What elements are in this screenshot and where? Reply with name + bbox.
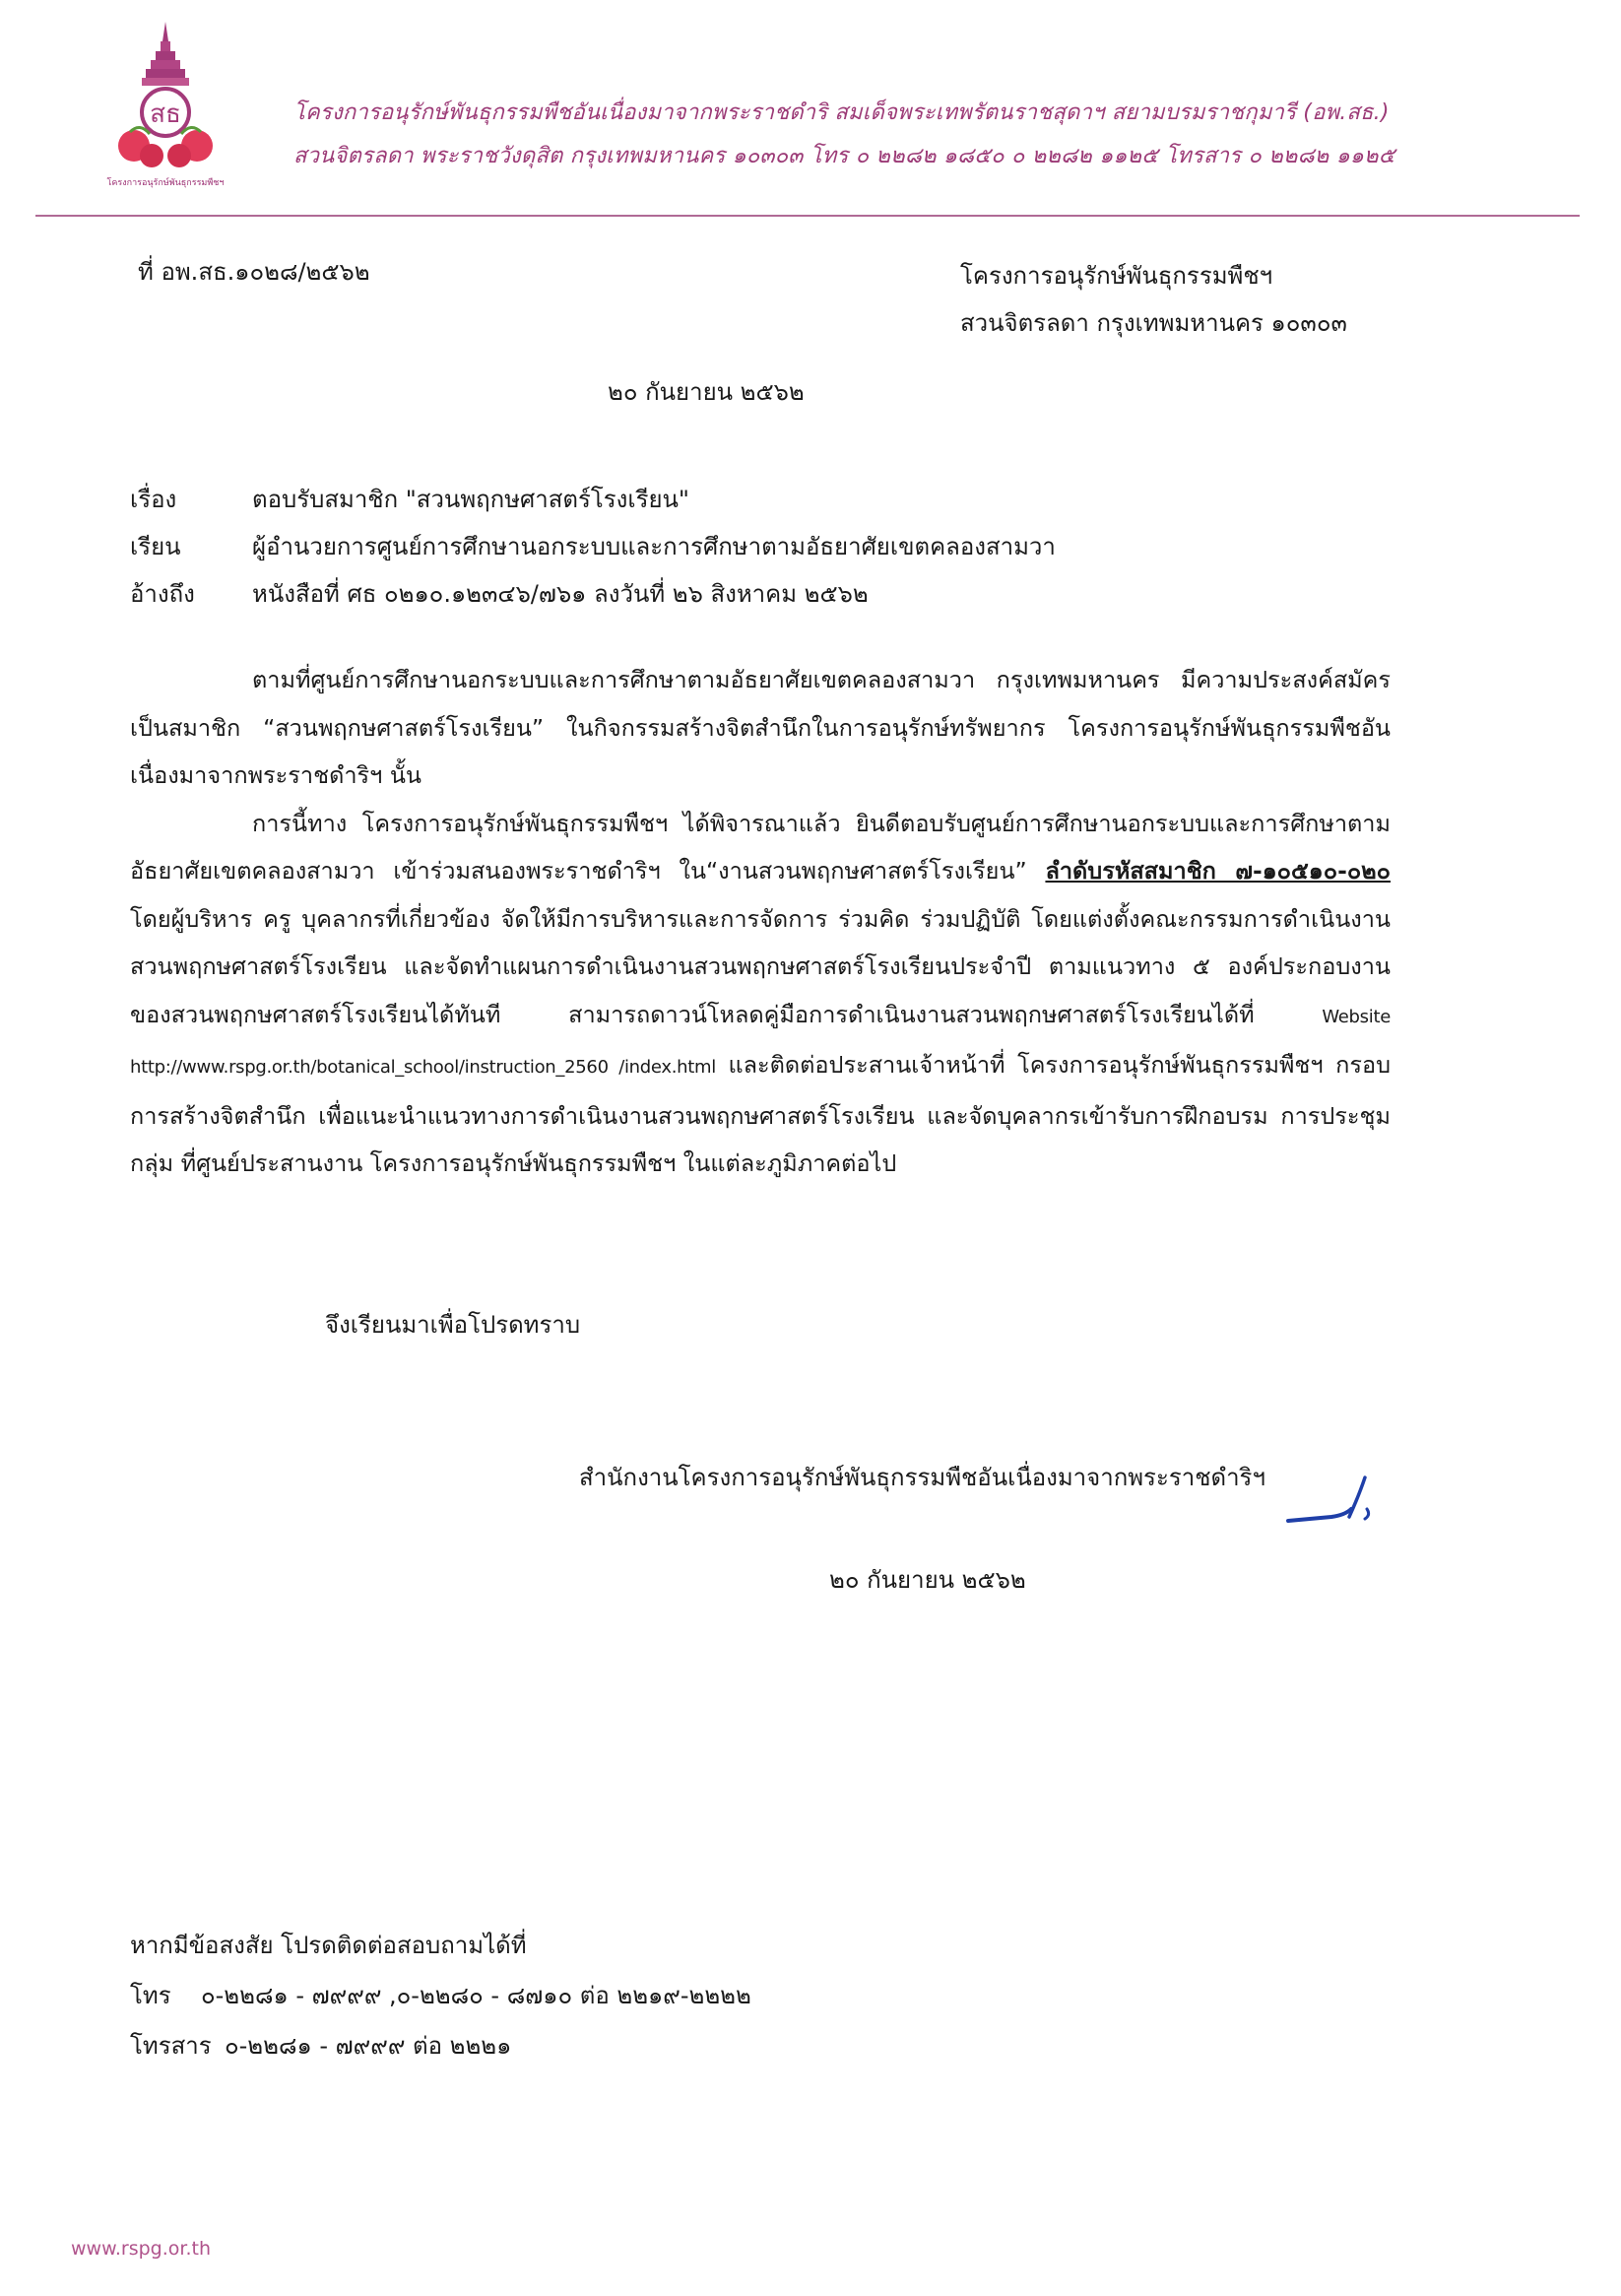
acceptance-details: โดยผู้บริหาร ครู บุคลากรที่เกี่ยวข้อง จัดให้มีการบริหารและการจัดการ ร่วมคิด ร่วมปฏิบัติ โดยแต่งตั้งคณะกรรมการดำเนินงานสวนพฤกษศาสตร์โรงเรียน และจัดทำแผนการดำเนินงานสวนพฤกษศาสตร์โรงเรียนประจำปี ตามแนวทาง ๕ องค์ประกอบงานของสวนพฤกษศาสตร์โรงเรียนได้ทันที สามารถดาวน์โหลดคู่มือการดำเนินงานสวนพฤกษศาสตร์โรงเรียนได้ที่ [130,904,1391,1028]
letter-date: ๒๐ กันยายน ๒๕๖๒ [608,378,805,406]
fax-number: ๐-๒๒๘๑ - ๗๙๙๙ ต่อ ๒๒๒๑ [225,2032,512,2060]
reference-value: หนังสือที่ ศธ ๐๒๑๐.๑๒๓๔๖/๗๖๑ ลงวันที่ ๒๖ สิงหาคม ๒๕๖๒ [252,579,869,608]
manual-website-link[interactable]: Website http://www.rspg.or.th/botanical_school/instruction_2560 /index.html [130,1006,1391,1078]
reference-label: อ้างถึง [130,579,195,608]
sender-address: สวนจิตรลดา กรุงเทพมหานคร ๑๐๓๐๓ [960,309,1347,337]
subject-label: เรื่อง [130,485,177,513]
subject-value: ตอบรับสมาชิก "สวนพฤกษศาสตร์โรงเรียน" [252,485,689,513]
reference-row [130,569,1056,617]
signature-date: ๒๐ กันยายน ๒๕๖๒ [829,1566,1026,1594]
logo-caption: โครงการอนุรักษ์พันธุกรรมพืชฯ [106,178,225,188]
svg-text:สธ: สธ [150,99,181,129]
recipient-row [130,522,1056,569]
letterhead [0,0,1621,217]
contact-block [130,1921,751,2071]
phone-number: ๐-๒๒๘๑ - ๗๙๙๙ ,๐-๒๒๘๐ - ๘๗๑๐ ต่อ ๒๒๑๙-๒๒๒๒ [201,1982,751,2009]
acceptance-text: การนี้ทาง โครงการอนุรักษ์พันธุกรรมพืชฯ ได้พิจารณาแล้ว ยินดีตอบรับศูนย์การศึกษานอกระบบและการศึกษาตามอัธยาศัยเขตคลองสามวา เข้าร่วมสนองพระราชดำริฯ ใน“งานสวนพฤกษศาสตร์โรงเรียน” [130,809,1391,885]
footer-website[interactable]: www.rspg.or.th [71,2238,212,2260]
royal-emblem-icon [106,20,225,192]
signer-name: สำนักงานโครงการอนุรักษ์พันธุกรรมพืชอันเนื่องมาจากพระราชดำริฯ [579,1464,1265,1491]
paragraph-acceptance [130,800,1391,1188]
recipient-label: เรียน [130,532,181,560]
member-code: ลำดับรหัสสมาชิก ๗-๑๐๕๑๐-๐๒๐ [1045,857,1391,885]
phone-label: โทร [130,1982,171,2009]
sender-name: โครงการอนุรักษ์พันธุกรรมพืชฯ [960,262,1273,290]
document-number: ที่ อพ.สธ.๑๐๒๘/๒๕๖๒ [138,258,370,286]
signature-mark-icon [1280,1470,1389,1539]
letterhead-address: สวนจิตรลดา พระราชวังดุสิต กรุงเทพมหานคร ๑๐๓๐๓ โทร ๐ ๒๒๘๒ ๑๘๕๐ ๐ ๒๒๘๒ ๑๑๒๕ โทรสาร ๐ ๒๒๘๒ ๑๑๒๕ [293,144,1395,168]
letterhead-title: โครงการอนุรักษ์พันธุกรรมพืชอันเนื่องมาจากพระราชดำริ สมเด็จพระเทพรัตนราชสุดาฯ สยามบรมราชกุมารี (อพ.สธ.) [293,100,1390,125]
contact-intro: หากมีข้อสงสัย โปรดติดต่อสอบถามได้ที่ [130,1932,527,1959]
letter-body [130,656,1391,1188]
paragraph-intro: ตามที่ศูนย์การศึกษานอกระบบและการศึกษาตามอัธยาศัยเขตคลองสามวา กรุงเทพมหานคร มีความประสงค์สมัครเป็นสมาชิก “สวนพฤกษศาสตร์โรงเรียน” ในกิจกรรมสร้างจิตสำนึกในการอนุรักษ์ทรัพยากร โครงการอนุรักษ์พันธุกรรมพืชอันเนื่องมาจากพระราชดำริฯ นั้น [130,666,1391,789]
letter-meta [130,475,1056,617]
letterhead-divider [35,215,1580,217]
fax-row [130,2021,751,2071]
subject-row [130,475,1056,522]
recipient-value: ผู้อำนวยการศูนย์การศึกษานอกระบบและการศึกษาตามอัธยาศัยเขตคลองสามวา [252,532,1056,560]
acceptance-contact: และติดต่อประสานเจ้าหน้าที่ โครงการอนุรักษ์พันธุกรรมพืชฯ กรอบการสร้างจิตสำนึก เพื่อแนะนำแนวทางการดำเนินงานสวนพฤกษศาสตร์โรงเรียน และจัดบุคลากรเข้ารับการฝึกอบรม การประชุมกลุ่ม ที่ศูนย์ประสานงาน โครงการอนุรักษ์พันธุกรรมพืชฯ ในแต่ละภูมิภาคต่อไป [130,1051,1391,1177]
phone-row [130,1971,751,2021]
sender-address-block [960,252,1347,347]
closing-line: จึงเรียนมาเพื่อโปรดทราบ [325,1311,581,1339]
fax-label: โทรสาร [130,2032,212,2060]
